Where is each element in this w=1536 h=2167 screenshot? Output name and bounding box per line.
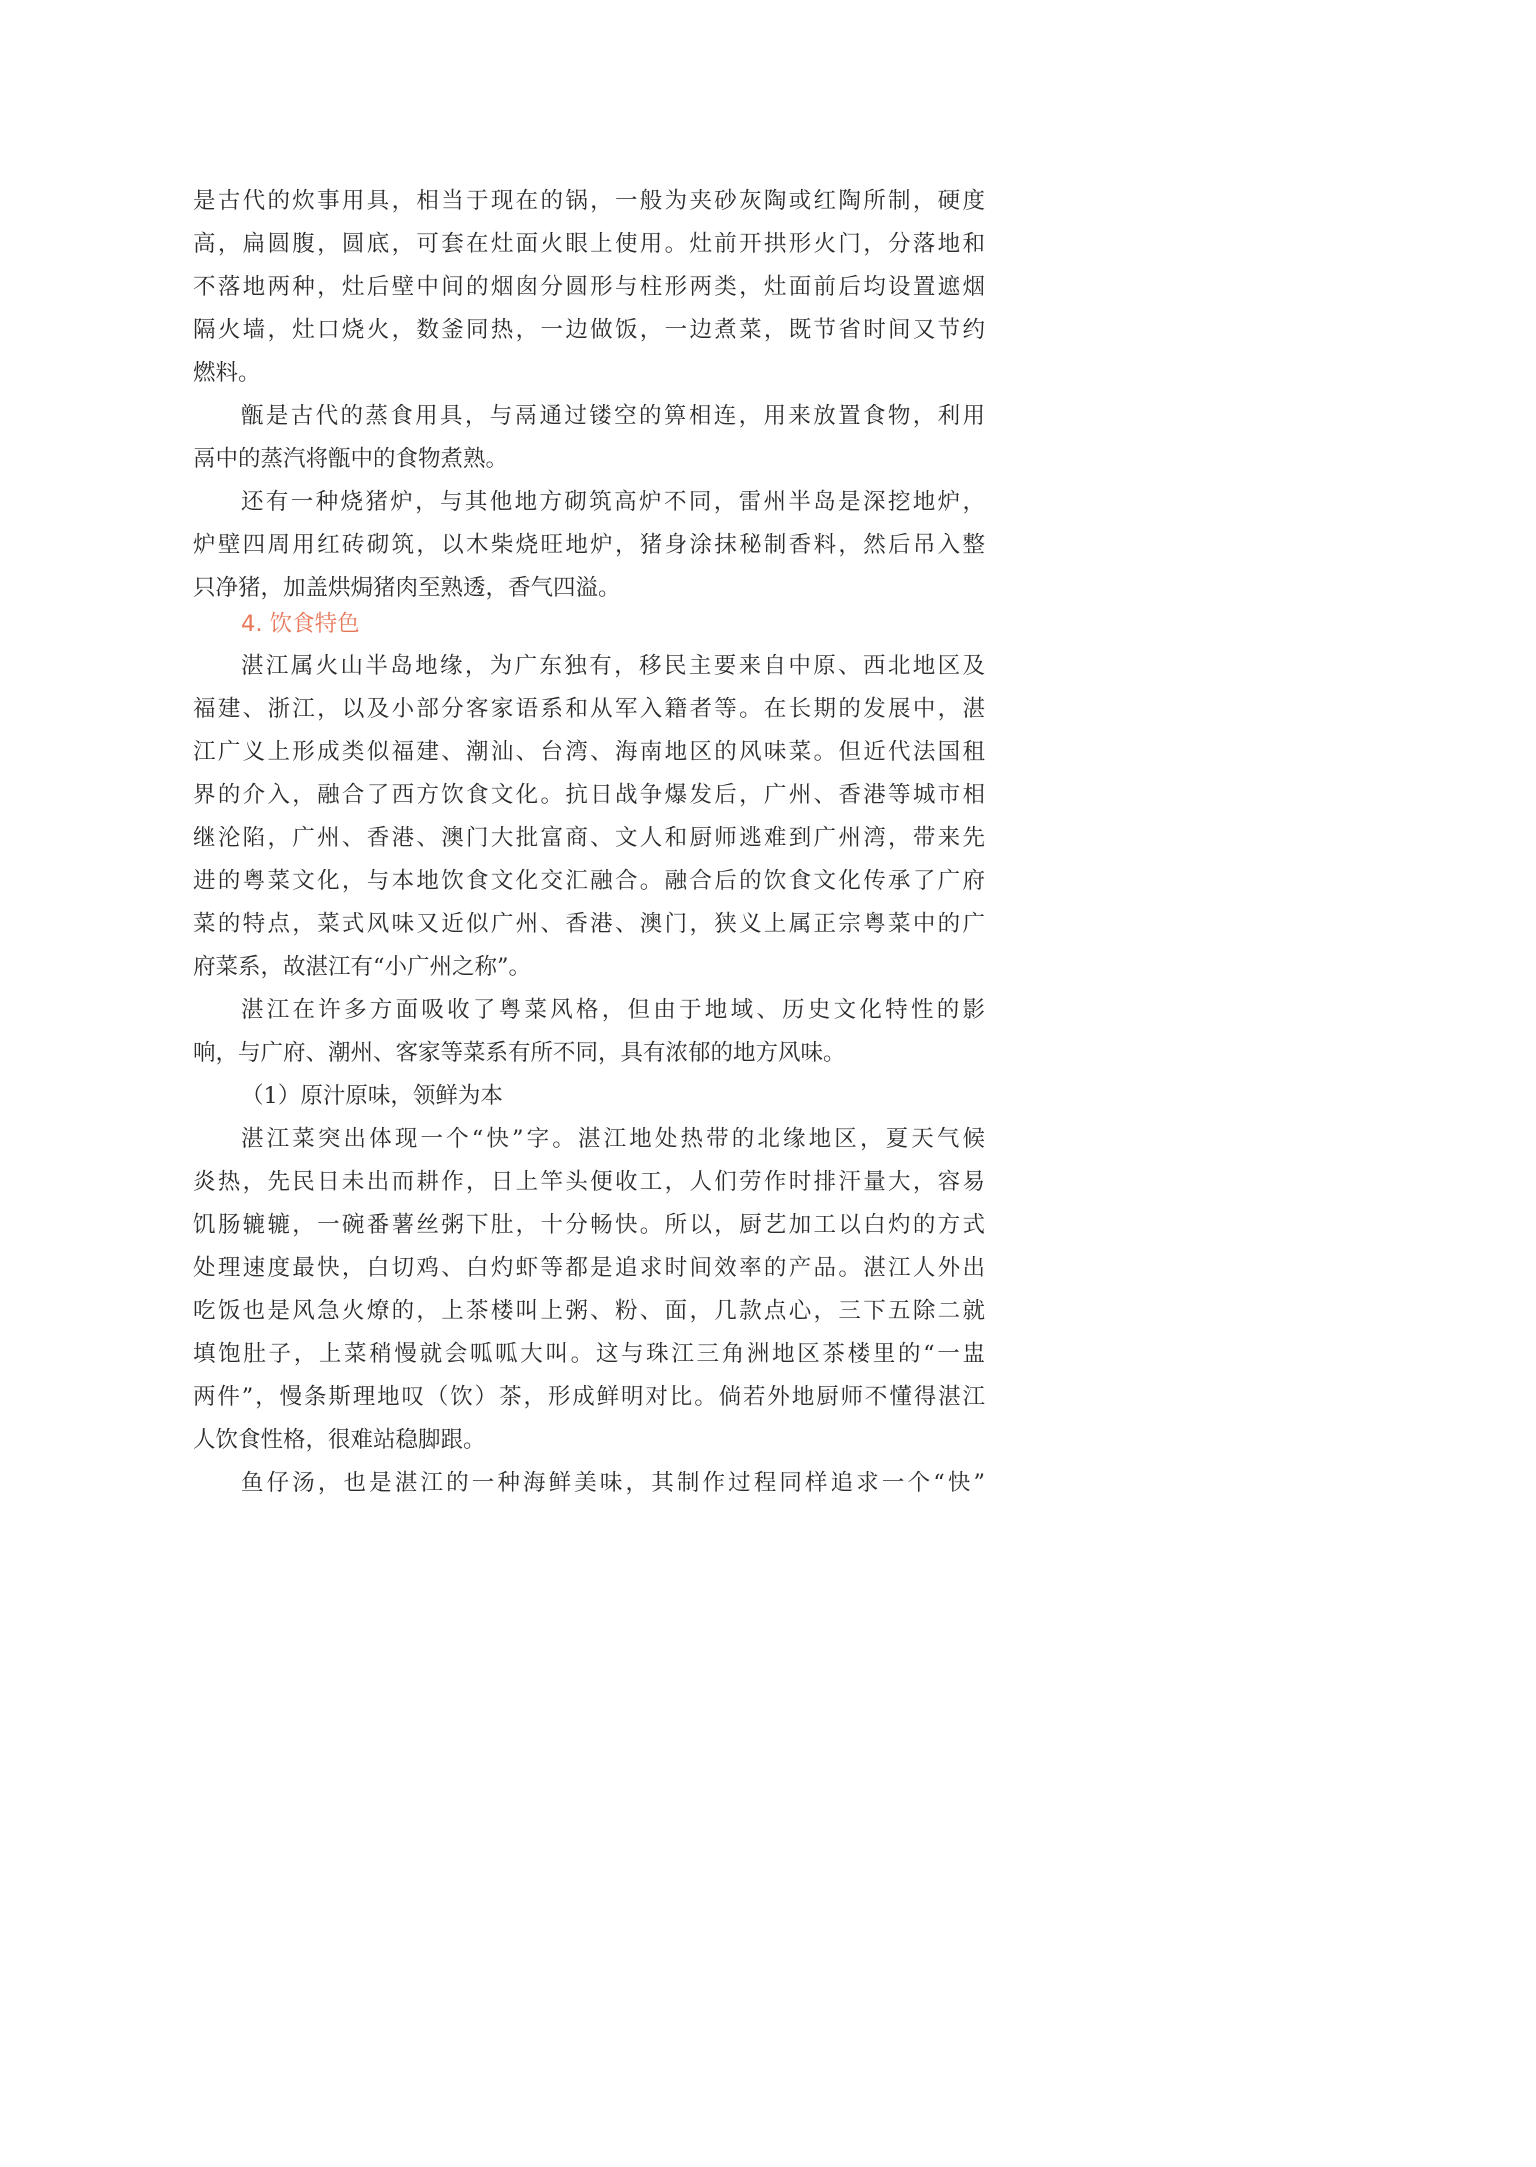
- paragraph-line: 菜的特点，菜式风味又近似广州、香港、澳门，狭义上属正宗粤菜中的广: [193, 911, 985, 937]
- subheading: （1）原汁原味，领鲜为本: [241, 1083, 503, 1109]
- paragraph-line: 人饮食性格，很难站稳脚跟。: [193, 1427, 486, 1453]
- paragraph-line: 府菜系，故湛江有“小广州之称”。: [193, 954, 532, 980]
- paragraph-line: 湛江在许多方面吸收了粤菜风格，但由于地域、历史文化特性的影: [241, 997, 985, 1023]
- paragraph-line: 燃料。: [193, 360, 261, 386]
- paragraph-line: 鱼仔汤，也是湛江的一种海鲜美味，其制作过程同样追求一个“快”: [241, 1470, 985, 1496]
- paragraph-line: 福建、浙江，以及小部分客家语系和从军入籍者等。在长期的发展中，湛: [193, 696, 985, 722]
- paragraph-line: 江广义上形成类似福建、潮汕、台湾、海南地区的风味菜。但近代法国租: [193, 739, 985, 765]
- paragraph-line: 高，扁圆腹，圆底，可套在灶面火眼上使用。灶前开拱形火门，分落地和: [193, 231, 985, 257]
- paragraph-line: 进的粤菜文化，与本地饮食文化交汇融合。融合后的饮食文化传承了广府: [193, 868, 985, 894]
- paragraph-line: 炎热，先民日未出而耕作，日上竿头便收工，人们劳作时排汗量大，容易: [193, 1169, 985, 1195]
- paragraph-line: 吃饭也是风急火燎的，上茶楼叫上粥、粉、面，几款点心，三下五除二就: [193, 1298, 985, 1324]
- paragraph-line: 是古代的炊事用具，相当于现在的锅，一般为夹砂灰陶或红陶所制，硬度: [193, 188, 985, 214]
- paragraph-line: 处理速度最快，白切鸡、白灼虾等都是追求时间效率的产品。湛江人外出: [193, 1255, 985, 1281]
- paragraph-line: 继沦陷，广州、香港、澳门大批富商、文人和厨师逃难到广州湾，带来先: [193, 825, 985, 851]
- paragraph-line: 不落地两种，灶后壁中间的烟囱分圆形与柱形两类，灶面前后均设置遮烟: [193, 274, 985, 300]
- paragraph-line: 界的介入，融合了西方饮食文化。抗日战争爆发后，广州、香港等城市相: [193, 782, 985, 808]
- paragraph-line: 只净猪，加盖烘焗猪肉至熟透，香气四溢。: [193, 575, 621, 601]
- paragraph-line: 填饱肚子，上菜稍慢就会呱呱大叫。这与珠江三角洲地区茶楼里的“一盅: [193, 1341, 985, 1367]
- paragraph-line: 饥肠辘辘，一碗番薯丝粥下肚，十分畅快。所以，厨艺加工以白灼的方式: [193, 1212, 985, 1238]
- paragraph-line: 湛江菜突出体现一个“快”字。湛江地处热带的北缘地区，夏天气候: [241, 1126, 985, 1152]
- section-heading: 4. 饮食特色: [241, 611, 360, 637]
- paragraph-line: 甑是古代的蒸食用具，与鬲通过镂空的箅相连，用来放置食物，利用: [241, 403, 985, 429]
- paragraph-line: 隔火墙，灶口烧火，数釜同热，一边做饭，一边煮菜，既节省时间又节约: [193, 317, 985, 343]
- paragraph-line: 炉壁四周用红砖砌筑，以木柴烧旺地炉，猪身涂抹秘制香料，然后吊入整: [193, 532, 985, 558]
- paragraph-line: 两件”，慢条斯理地叹（饮）茶，形成鲜明对比。倘若外地厨师不懂得湛江: [193, 1384, 985, 1410]
- paragraph-line: 响，与广府、潮州、客家等菜系有所不同，具有浓郁的地方风味。: [193, 1040, 846, 1066]
- paragraph-line: 还有一种烧猪炉，与其他地方砌筑高炉不同，雷州半岛是深挖地炉，: [241, 489, 985, 515]
- paragraph-line: 湛江属火山半岛地缘，为广东独有，移民主要来自中原、西北地区及: [241, 653, 985, 679]
- paragraph-line: 鬲中的蒸汽将甑中的食物煮熟。: [193, 446, 509, 472]
